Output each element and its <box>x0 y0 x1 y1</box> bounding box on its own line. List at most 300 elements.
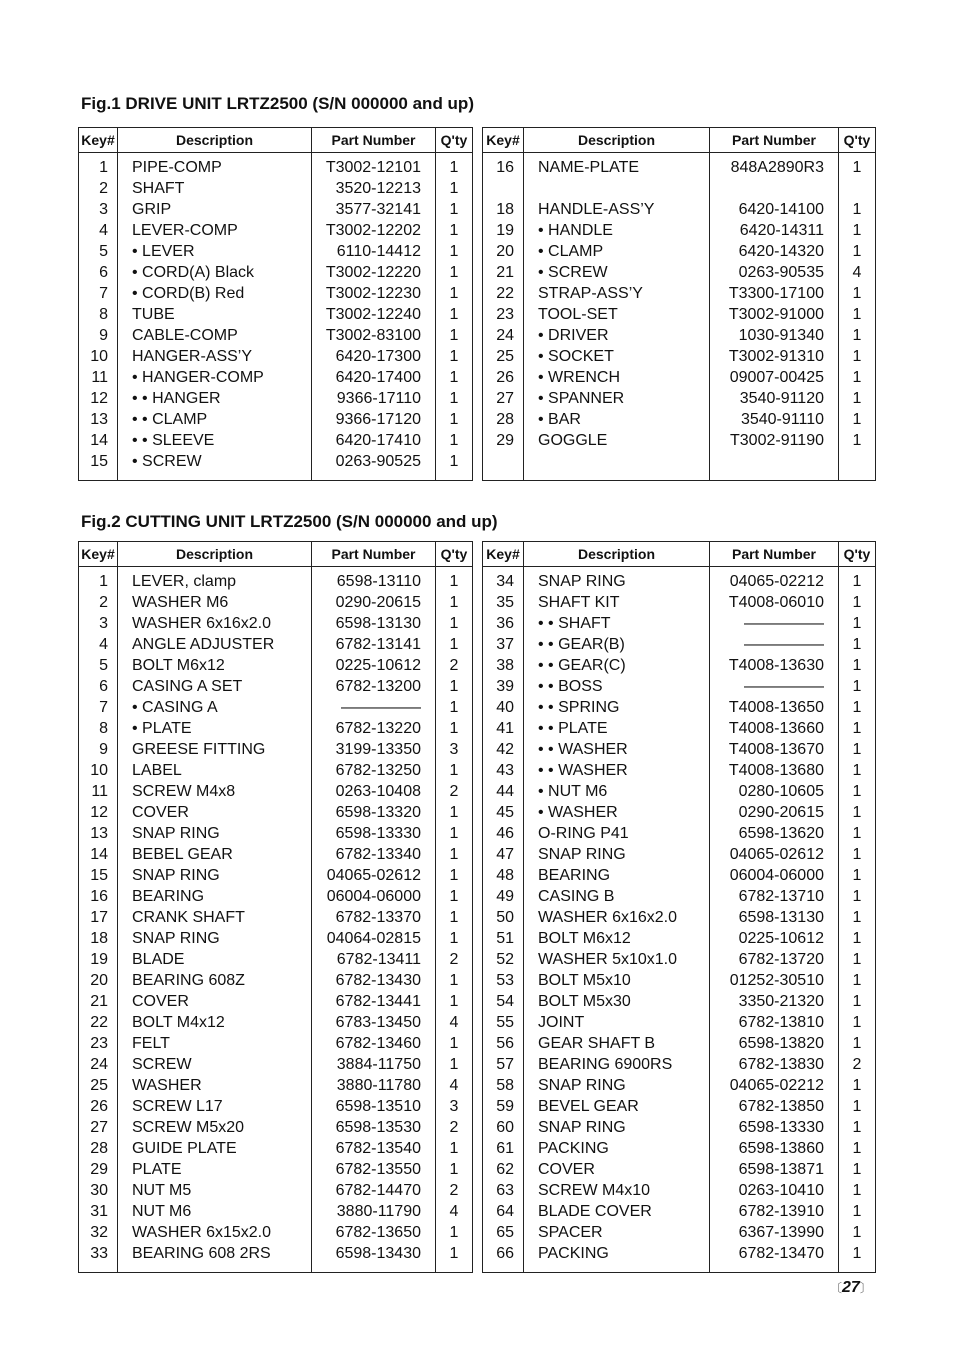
cell-key: 3 <box>79 613 118 634</box>
cell-part-number: T4008-13650 <box>710 697 839 718</box>
cell-key: 30 <box>79 1180 118 1201</box>
col-header-part-number: Part Number <box>710 128 839 153</box>
cell-key: 13 <box>79 409 118 430</box>
cell-qty: 1 <box>839 592 876 613</box>
cell-qty: 1 <box>839 739 876 760</box>
fig2-parts-table-left <box>78 541 473 1273</box>
cell-part-number: T3002-12202 <box>312 220 436 241</box>
cell-key: 43 <box>483 760 524 781</box>
cell-part-number: T3002-83100 <box>312 325 436 346</box>
cell-qty: 1 <box>839 1222 876 1243</box>
fig1-title: Fig.1 DRIVE UNIT LRTZ2500 (S/N 000000 and up) <box>81 94 474 113</box>
cell-key: 9 <box>79 325 118 346</box>
cell-qty: 1 <box>839 613 876 634</box>
table-row <box>79 367 473 388</box>
cell-part-number: 3520-12213 <box>312 178 436 199</box>
table-row <box>79 1033 473 1054</box>
cell-description: • SPANNER <box>524 388 710 409</box>
fig2-title: Fig.2 CUTTING UNIT LRTZ2500 (S/N 000000 and up) <box>81 512 498 531</box>
cell-description: • SCREW <box>524 262 710 283</box>
cell-key: 20 <box>79 970 118 991</box>
cell-description: BEARING <box>118 886 312 907</box>
table-row <box>483 928 876 949</box>
cell-qty: 1 <box>436 697 473 718</box>
cell-key: 4 <box>79 220 118 241</box>
cell-key: 54 <box>483 991 524 1012</box>
cell-part-number: 3350-21320 <box>710 991 839 1012</box>
cell-description: SNAP RING <box>118 823 312 844</box>
cell-part-number: ————— <box>710 676 839 697</box>
cell-key: 2 <box>79 592 118 613</box>
table-row <box>79 567 473 593</box>
cell-part-number: 6782-13430 <box>312 970 436 991</box>
cell-part-number: 6782-13550 <box>312 1159 436 1180</box>
cell-part-number: 6782-13710 <box>710 886 839 907</box>
cell-key: 48 <box>483 865 524 886</box>
cell-key: 7 <box>79 697 118 718</box>
cell-description: PIPE-COMP <box>118 153 312 179</box>
cell-description: • CORD(B) Red <box>118 283 312 304</box>
table-row <box>483 865 876 886</box>
cell-key: 59 <box>483 1096 524 1117</box>
cell-key: 5 <box>79 241 118 262</box>
table-row <box>79 1117 473 1138</box>
cell-part-number: 6782-13141 <box>312 634 436 655</box>
cell-part-number: T3300-17100 <box>710 283 839 304</box>
cell-key: 46 <box>483 823 524 844</box>
cell-part-number: 3199-13350 <box>312 739 436 760</box>
cell-key: 57 <box>483 1054 524 1075</box>
col-header-description: Description <box>118 542 312 567</box>
cell-key: 8 <box>79 304 118 325</box>
cell-key: 20 <box>483 241 524 262</box>
table-header-row <box>483 128 876 153</box>
cell-description: • WASHER <box>524 802 710 823</box>
table-row <box>483 886 876 907</box>
cell-part-number: 6598-13871 <box>710 1159 839 1180</box>
cell-description: TOOL-SET <box>524 304 710 325</box>
col-header-key: Key# <box>483 542 524 567</box>
cell-key: 16 <box>79 886 118 907</box>
table-row <box>483 262 876 283</box>
table-row <box>483 823 876 844</box>
table-row <box>483 451 876 481</box>
col-header-key: Key# <box>483 128 524 153</box>
table-row <box>483 949 876 970</box>
col-header-part-number: Part Number <box>710 542 839 567</box>
table-row <box>79 592 473 613</box>
cell-part-number: 6782-13720 <box>710 949 839 970</box>
cell-description: CRANK SHAFT <box>118 907 312 928</box>
cell-qty: 1 <box>436 592 473 613</box>
cell-qty: 1 <box>839 655 876 676</box>
cell-description: • CLAMP <box>524 241 710 262</box>
cell-qty: 1 <box>839 949 876 970</box>
cell-key: 41 <box>483 718 524 739</box>
cell-description: SCREW M4x10 <box>524 1180 710 1201</box>
cell-key: 25 <box>483 346 524 367</box>
cell-description: SNAP RING <box>524 567 710 593</box>
cell-key: 24 <box>483 325 524 346</box>
cell-description: GRIP <box>118 199 312 220</box>
cell-qty: 2 <box>436 1180 473 1201</box>
table-row <box>483 1201 876 1222</box>
cell-part-number: 6598-13820 <box>710 1033 839 1054</box>
cell-key: 27 <box>483 388 524 409</box>
cell-description: • BAR <box>524 409 710 430</box>
cell-qty: 1 <box>436 1243 473 1273</box>
cell-description: SNAP RING <box>118 928 312 949</box>
col-header-key: Key# <box>79 542 118 567</box>
table-row <box>79 262 473 283</box>
cell-key: 1 <box>79 567 118 593</box>
cell-key: 50 <box>483 907 524 928</box>
cell-description: TUBE <box>118 304 312 325</box>
cell-qty: 1 <box>839 1243 876 1273</box>
cell-part-number: ————— <box>710 613 839 634</box>
cell-part-number: 3880-11780 <box>312 1075 436 1096</box>
col-header-description: Description <box>118 128 312 153</box>
cell-description: SCREW <box>118 1054 312 1075</box>
cell-qty: 1 <box>839 802 876 823</box>
cell-description: • SCREW <box>118 451 312 481</box>
col-header-part-number: Part Number <box>312 542 436 567</box>
table-row <box>79 802 473 823</box>
cell-key: 23 <box>79 1033 118 1054</box>
cell-qty: 1 <box>839 367 876 388</box>
cell-qty: 1 <box>839 781 876 802</box>
page-bracket-left: 〔 <box>830 1281 843 1295</box>
cell-part-number: 6782-13910 <box>710 1201 839 1222</box>
cell-qty: 1 <box>839 1159 876 1180</box>
cell-description: BOLT M5x30 <box>524 991 710 1012</box>
cell-part-number: 04065-02612 <box>710 844 839 865</box>
cell-description: • HANGER-COMP <box>118 367 312 388</box>
table-row <box>79 451 473 481</box>
cell-description: WASHER <box>118 1075 312 1096</box>
cell-description: COVER <box>118 991 312 1012</box>
cell-qty: 1 <box>436 802 473 823</box>
cell-key: 40 <box>483 697 524 718</box>
table-row <box>483 283 876 304</box>
cell-description: SNAP RING <box>524 844 710 865</box>
cell-description: LEVER, clamp <box>118 567 312 593</box>
cell-key: 47 <box>483 844 524 865</box>
table-row <box>79 283 473 304</box>
cell-description: GEAR SHAFT B <box>524 1033 710 1054</box>
table-row <box>79 949 473 970</box>
table-row <box>483 199 876 220</box>
cell-qty: 1 <box>839 325 876 346</box>
table-row <box>79 739 473 760</box>
table-row <box>79 1180 473 1201</box>
table-row <box>483 241 876 262</box>
table-row <box>483 1138 876 1159</box>
cell-description: HANDLE-ASS’Y <box>524 199 710 220</box>
cell-key: 66 <box>483 1243 524 1273</box>
cell-part-number: 6598-13320 <box>312 802 436 823</box>
cell-description: BEARING <box>524 865 710 886</box>
table-row <box>483 991 876 1012</box>
cell-part-number: 3880-11790 <box>312 1201 436 1222</box>
table-row <box>483 718 876 739</box>
cell-qty: 1 <box>436 676 473 697</box>
cell-part-number: T3002-91190 <box>710 430 839 451</box>
col-header-description: Description <box>524 542 710 567</box>
cell-part-number: 6782-13441 <box>312 991 436 1012</box>
cell-qty: 1 <box>839 970 876 991</box>
cell-description: WASHER 5x10x1.0 <box>524 949 710 970</box>
cell-description: SNAP RING <box>118 865 312 886</box>
table-row <box>79 178 473 199</box>
cell-description: WASHER M6 <box>118 592 312 613</box>
cell-key: 24 <box>79 1054 118 1075</box>
cell-qty: 1 <box>436 199 473 220</box>
col-header-qty: Q'ty <box>436 542 473 567</box>
cell-qty: 1 <box>839 907 876 928</box>
cell-description: • WRENCH <box>524 367 710 388</box>
col-header-qty: Q'ty <box>839 128 876 153</box>
fig1-parts-table-left <box>78 127 473 481</box>
table-header-row <box>79 542 473 567</box>
cell-part-number: T3002-12240 <box>312 304 436 325</box>
cell-qty: 4 <box>839 262 876 283</box>
cell-key: 23 <box>483 304 524 325</box>
table-row <box>79 760 473 781</box>
cell-qty: 1 <box>839 220 876 241</box>
cell-qty: 1 <box>839 676 876 697</box>
cell-qty: 1 <box>839 567 876 593</box>
fig1-parts-table-right <box>482 127 876 481</box>
cell-part-number: 0290-20615 <box>710 802 839 823</box>
cell-qty: 1 <box>839 844 876 865</box>
cell-description: COVER <box>524 1159 710 1180</box>
cell-part-number: 06004-06000 <box>312 886 436 907</box>
cell-qty: 1 <box>436 567 473 593</box>
cell-qty: 1 <box>436 325 473 346</box>
cell-key: 62 <box>483 1159 524 1180</box>
cell-part-number: 6420-17410 <box>312 430 436 451</box>
cell-description <box>524 451 710 481</box>
cell-qty: 2 <box>436 655 473 676</box>
cell-part-number: 6782-13850 <box>710 1096 839 1117</box>
table-row <box>79 1138 473 1159</box>
cell-part-number: 09007-00425 <box>710 367 839 388</box>
cell-description: BLADE <box>118 949 312 970</box>
cell-qty: 1 <box>839 886 876 907</box>
cell-key: 22 <box>483 283 524 304</box>
cell-qty: 1 <box>839 991 876 1012</box>
cell-qty: 1 <box>436 220 473 241</box>
table-row <box>79 1012 473 1033</box>
cell-description: ANGLE ADJUSTER <box>118 634 312 655</box>
cell-description: BOLT M6x12 <box>524 928 710 949</box>
cell-part-number: 6110-14412 <box>312 241 436 262</box>
cell-key: 45 <box>483 802 524 823</box>
cell-key: 34 <box>483 567 524 593</box>
cell-key: 1 <box>79 153 118 179</box>
cell-part-number: 848A2890R3 <box>710 153 839 179</box>
table-row <box>79 613 473 634</box>
cell-key: 64 <box>483 1201 524 1222</box>
cell-description: SNAP RING <box>524 1075 710 1096</box>
cell-description: • • WASHER <box>524 739 710 760</box>
cell-part-number: ————— <box>710 634 839 655</box>
cell-part-number: 6782-13370 <box>312 907 436 928</box>
cell-part-number: 04065-02212 <box>710 1075 839 1096</box>
cell-key: 12 <box>79 388 118 409</box>
table-row <box>483 1180 876 1201</box>
table-row <box>79 220 473 241</box>
cell-key: 6 <box>79 676 118 697</box>
cell-description: CASING B <box>524 886 710 907</box>
cell-qty: 1 <box>436 823 473 844</box>
cell-part-number: 0290-20615 <box>312 592 436 613</box>
cell-description: NUT M5 <box>118 1180 312 1201</box>
cell-key: 7 <box>79 283 118 304</box>
cell-part-number: 6598-13510 <box>312 1096 436 1117</box>
cell-description: WASHER 6x16x2.0 <box>524 907 710 928</box>
cell-qty: 1 <box>839 634 876 655</box>
cell-qty: 3 <box>436 739 473 760</box>
cell-qty: 1 <box>839 241 876 262</box>
table-row <box>79 991 473 1012</box>
cell-description: BEBEL GEAR <box>118 844 312 865</box>
cell-key: 19 <box>79 949 118 970</box>
cell-qty: 1 <box>436 451 473 481</box>
table-row <box>79 697 473 718</box>
cell-part-number: 6782-13830 <box>710 1054 839 1075</box>
cell-part-number: 3577-32141 <box>312 199 436 220</box>
cell-qty: 1 <box>436 430 473 451</box>
cell-key <box>483 178 524 199</box>
cell-qty: 4 <box>436 1012 473 1033</box>
cell-qty: 1 <box>839 1138 876 1159</box>
cell-key: 29 <box>483 430 524 451</box>
cell-qty: 1 <box>436 153 473 179</box>
table-row <box>483 1075 876 1096</box>
table-row <box>483 1012 876 1033</box>
cell-part-number: 6420-17300 <box>312 346 436 367</box>
table-row <box>483 304 876 325</box>
cell-qty: 1 <box>839 199 876 220</box>
table-row <box>483 567 876 593</box>
cell-part-number: 6598-13430 <box>312 1243 436 1273</box>
col-header-part-number: Part Number <box>312 128 436 153</box>
table-row <box>79 199 473 220</box>
table-row <box>483 409 876 430</box>
table-row <box>483 1096 876 1117</box>
cell-qty: 1 <box>436 907 473 928</box>
table-row <box>483 844 876 865</box>
cell-part-number: T3002-12230 <box>312 283 436 304</box>
cell-description: • SOCKET <box>524 346 710 367</box>
cell-key: 15 <box>79 865 118 886</box>
cell-part-number: 3540-91120 <box>710 388 839 409</box>
cell-part-number: 0263-10410 <box>710 1180 839 1201</box>
cell-description: JOINT <box>524 1012 710 1033</box>
cell-key: 14 <box>79 430 118 451</box>
cell-description: • CORD(A) Black <box>118 262 312 283</box>
cell-part-number: 6782-13650 <box>312 1222 436 1243</box>
cell-part-number: 6782-13340 <box>312 844 436 865</box>
cell-qty: 1 <box>839 928 876 949</box>
cell-key: 37 <box>483 634 524 655</box>
cell-part-number: 3884-11750 <box>312 1054 436 1075</box>
cell-part-number: T3002-91000 <box>710 304 839 325</box>
cell-part-number: 6782-13540 <box>312 1138 436 1159</box>
cell-key: 16 <box>483 153 524 179</box>
table-row <box>79 844 473 865</box>
page-bracket-right: 〕 <box>859 1281 872 1295</box>
cell-qty: 1 <box>436 1033 473 1054</box>
table-row <box>483 802 876 823</box>
cell-description: O-RING P41 <box>524 823 710 844</box>
table-row <box>483 655 876 676</box>
cell-qty: 1 <box>436 1138 473 1159</box>
table-row <box>483 697 876 718</box>
cell-qty: 2 <box>839 1054 876 1075</box>
cell-qty: 1 <box>436 991 473 1012</box>
cell-qty: 1 <box>436 283 473 304</box>
cell-description: COVER <box>118 802 312 823</box>
table-row <box>79 823 473 844</box>
table-row <box>483 1222 876 1243</box>
cell-description: • PLATE <box>118 718 312 739</box>
cell-part-number: 6420-17400 <box>312 367 436 388</box>
cell-description: WASHER 6x15x2.0 <box>118 1222 312 1243</box>
table-row <box>79 1201 473 1222</box>
table-row <box>79 1054 473 1075</box>
cell-key: 29 <box>79 1159 118 1180</box>
table-row <box>79 1222 473 1243</box>
table-row <box>483 592 876 613</box>
cell-key: 6 <box>79 262 118 283</box>
cell-description: LABEL <box>118 760 312 781</box>
table-row <box>79 928 473 949</box>
cell-part-number: 6420-14311 <box>710 220 839 241</box>
cell-description: BOLT M6x12 <box>118 655 312 676</box>
cell-description: GREESE FITTING <box>118 739 312 760</box>
table-row <box>79 430 473 451</box>
cell-part-number: 6598-13530 <box>312 1117 436 1138</box>
cell-part-number: 6420-14100 <box>710 199 839 220</box>
cell-qty: 1 <box>436 1159 473 1180</box>
cell-qty: 1 <box>839 760 876 781</box>
cell-part-number: 0263-90525 <box>312 451 436 481</box>
cell-part-number: 6598-13620 <box>710 823 839 844</box>
table-row <box>79 1243 473 1273</box>
cell-qty: 1 <box>839 430 876 451</box>
table-row <box>79 655 473 676</box>
table-row <box>483 676 876 697</box>
cell-part-number: 6367-13990 <box>710 1222 839 1243</box>
cell-qty: 4 <box>436 1201 473 1222</box>
cell-part-number: 3540-91110 <box>710 409 839 430</box>
cell-description: PLATE <box>118 1159 312 1180</box>
cell-key: 18 <box>79 928 118 949</box>
cell-qty: 1 <box>839 409 876 430</box>
cell-description: • • SPRING <box>524 697 710 718</box>
cell-qty: 1 <box>436 928 473 949</box>
cell-key: 63 <box>483 1180 524 1201</box>
cell-description: SHAFT KIT <box>524 592 710 613</box>
cell-key: 44 <box>483 781 524 802</box>
cell-part-number: 0263-90535 <box>710 262 839 283</box>
cell-key: 39 <box>483 676 524 697</box>
cell-qty: 1 <box>436 760 473 781</box>
cell-part-number: 6782-13200 <box>312 676 436 697</box>
